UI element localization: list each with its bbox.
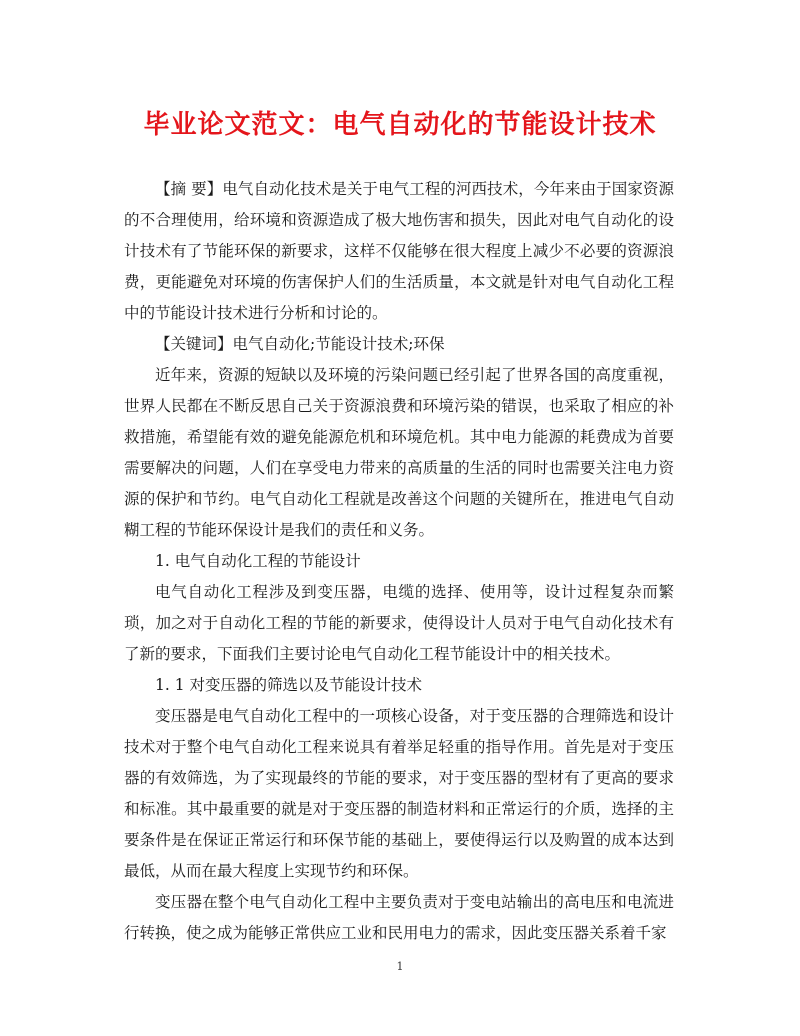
section-1-paragraph: 电气自动化工程涉及到变压器，电缆的选择、使用等，设计过程复杂而繁琐，加之对于自动化工程的节能的新要求，使得设计人员对于电气自动化技术有了新的要求，下面我们主要讨论电气自动化工程节能设计中的相关技术。 [124, 583, 674, 663]
keywords-paragraph: 【关键词】电气自动化;节能设计技术;环保 [155, 335, 445, 353]
page-title: 毕业论文范文：电气自动化的节能设计技术 [143, 110, 657, 140]
intro-paragraph: 近年来，资源的短缺以及环境的污染问题已经引起了世界各国的高度重视，世界人民都在不断反思自己关于资源浪费和环境污染的错误，也采取了相应的补救措施，希望能有效的避免能源危机和环境危机。其中电力能源的耗费成为首要需要解决的问题，人们在享受电力带来的高质量的生活的同时也需要关注电力资源的保护和节约。电气自动化工程就是改善这个问题的关键所在，推进电气自动糊工程的节能环保设计是我们的责任和义务。 [124, 366, 674, 539]
page-number: 1 [396, 960, 404, 973]
abstract-paragraph: 【摘 要】电气自动化技术是关于电气工程的河西技术，今年来由于国家资源的不合理使用，给环境和资源造成了极大地伤害和损失，因此对电气自动化的设计技术有了节能环保的新要求，这样不仅能够在很大程度上减少不必要的资源浪费，更能避免对环境的伤害保护人们的生活质量，本文就是针对电气自动化工程中的节能设计技术进行分析和讨论的。 [124, 180, 674, 322]
document-body [124, 174, 674, 949]
section-heading-1: 1. 电气自动化工程的节能设计 [155, 552, 361, 570]
section-1-1-paragraph-b: 变压器在整个电气自动化工程中主要负责对于变电站输出的高电压和电流进行转换，使之成为能够正常供应工业和民用电力的需求，因此变压器关系着千家 [124, 893, 674, 942]
section-heading-1-1: 1. 1 对变压器的筛选以及节能设计技术 [155, 676, 423, 694]
section-1-1-paragraph-a: 变压器是电气自动化工程中的一项核心设备，对于变压器的合理筛选和设计技术对于整个电气自动化工程来说具有着举足轻重的指导作用。首先是对于变压器的有效筛选，为了实现最终的节能的要求，对于变压器的型材有了更高的要求和标准。其中最重要的就是对于变压器的制造材料和正常运行的介质，选择的主要条件是在保证正常运行和环保节能的基础上，要使得运行以及购置的成本达到最低，从而在最大程度上实现节约和环保。 [124, 707, 674, 880]
